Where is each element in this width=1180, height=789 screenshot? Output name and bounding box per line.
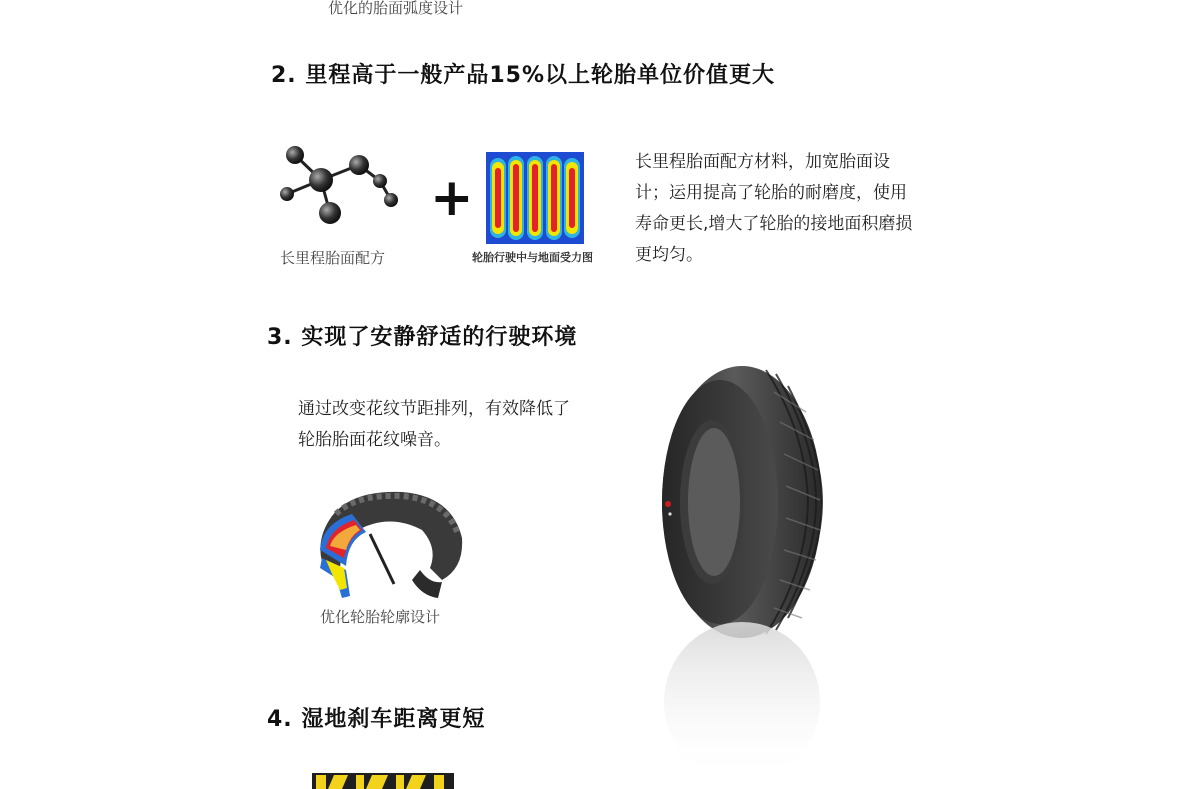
- pressure-caption: 轮胎行驶中与地面受力图: [472, 251, 593, 264]
- noise-description: 通过改变花纹节距排列，有效降低了轮胎胎面花纹噪音。: [298, 399, 570, 450]
- tire-product-image: [656, 362, 828, 789]
- wet-braking-image: [312, 773, 454, 789]
- mileage-description: 长里程胎面配方材料，加宽胎面设计；运用提高了轮胎的耐磨度，使用寿命更长,增大了轮胎的接地面积磨损更均匀。: [635, 152, 913, 265]
- plus-symbol: +: [430, 168, 474, 228]
- cutaway-caption: 优化轮胎轮廓设计: [320, 608, 441, 626]
- molecule-illustration: [276, 140, 404, 230]
- section-3-heading: 3. 实现了安静舒适的行驶环境: [267, 325, 578, 350]
- pressure-heatmap: [486, 152, 584, 244]
- molecule-caption: 长里程胎面配方: [280, 249, 386, 267]
- tire-cutaway-illustration: [312, 488, 466, 604]
- section-2-heading: 2. 里程高于一般产品15%以上轮胎单位价值更大: [271, 63, 775, 88]
- tread-curve-caption: 优化的胎面弧度设计: [328, 0, 464, 17]
- section-4-heading: 4. 湿地刹车距离更短: [267, 707, 486, 732]
